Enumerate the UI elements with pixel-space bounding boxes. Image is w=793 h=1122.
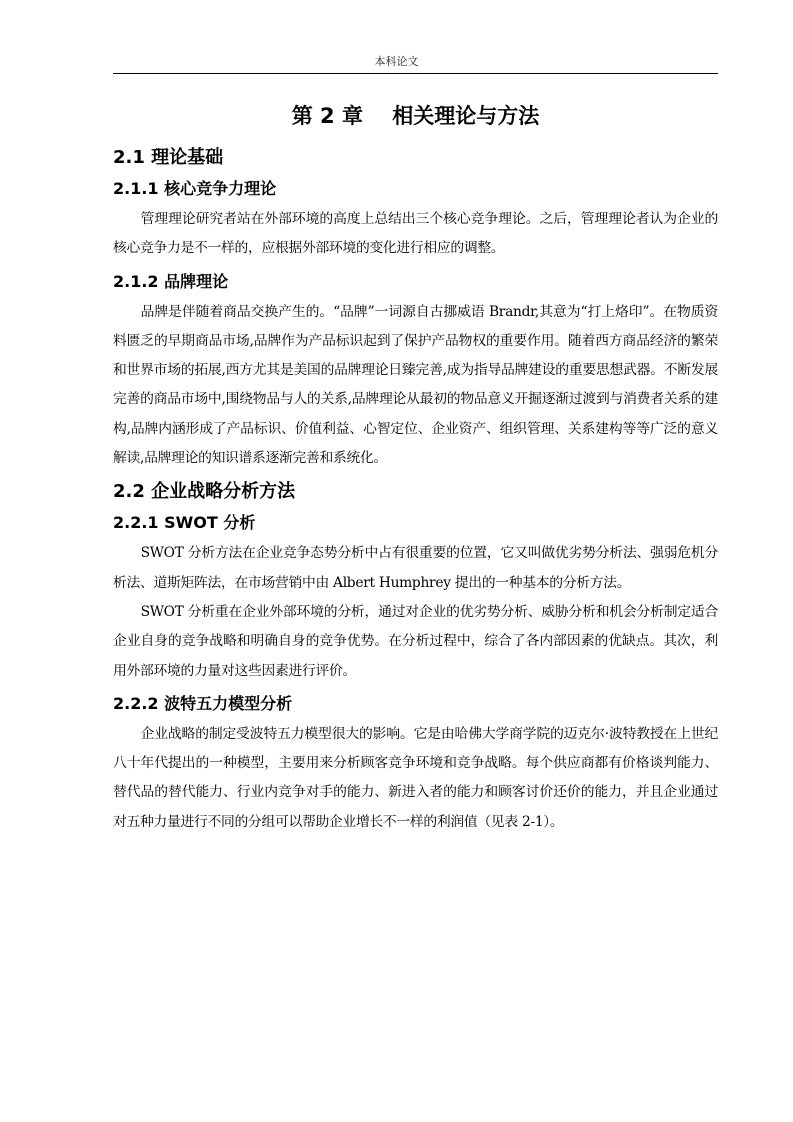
section-2-2-2-paragraph: 企业战略的制定受波特五力模型很大的影响。它是由哈佛大学商学院的迈克尔·波特教授在上世纪八十年代提出的一种模型，主要用来分析顾客竞争环境和竞争战略。每个供应商都有价格谈判能力、替代品的替代能力、行业内竞争对手的能力、新进入者的能力和顾客讨价还价的能力，并且企业通过对五种力量进行不同的分组可以帮助企业增长不一样的利润值（见表 2-1）。 bbox=[113, 725, 718, 830]
section-2-1-2-paragraph: 品牌是伴随着商品交换产生的。“品牌”一词源自古挪威语 Brandr,其意为“打上烙印”。在物质资料匮乏的早期商品市场,品牌作为产品标识起到了保护产品物权的重要作用。随着西方商品经济的繁荣和世界市场的拓展,西方尤其是美国的品牌理论日臻完善,成为指导品牌建设的重要思想武器。不断发展完善的商品市场中,围绕物品与人的关系,品牌理论从最初的物品意义开掘逐渐过渡到与消费者关系的建构,品牌内涵形成了产品标识、价值利益、心智定位、企业资产、组织管理、关系建构等等广泛的意义解读,品牌理论的知识谱系逐渐完善和系统化。 bbox=[113, 303, 718, 467]
section-2-2-1-paragraph-2: SWOT 分析重在企业外部环境的分析，通过对企业的优劣势分析、威胁分析和机会分析制定适合企业自身的竞争战略和明确自身的竞争优势。在分析过程中，综合了各内部因素的优缺点。其次，利用外部环境的力量对这些因素进行评价。 bbox=[113, 603, 718, 679]
section-2-1-2-heading: 2.1.2 品牌理论 bbox=[113, 271, 229, 291]
chapter-title: 第 2 章 相关理论与方法 bbox=[291, 104, 540, 128]
section-2-2-heading: 2.2 企业战略分析方法 bbox=[113, 481, 296, 503]
section-2-1-1-paragraph: 管理理论研究者站在外部环境的高度上总结出三个核心竞争理论。之后，管理理论者认为企业的核心竞争力是不一样的，应根据外部环境的变化进行相应的调整。 bbox=[113, 211, 718, 257]
header-rule bbox=[113, 73, 718, 74]
section-2-1-heading: 2.1 理论基础 bbox=[113, 147, 224, 168]
running-header: 本科论文 bbox=[374, 55, 419, 68]
section-2-1-1-heading: 2.1.1 核心竞争力理论 bbox=[113, 179, 277, 198]
section-2-2-2-heading: 2.2.2 波特五力模型分析 bbox=[113, 693, 293, 713]
section-2-2-1-paragraph-1: SWOT 分析方法在企业竞争态势分析中占有很重要的位置，它又叫做优劣势分析法、强弱危机分析法、道斯矩阵法，在市场营销中由 Albert Humphrey 提出的一种基本的分析方法。 bbox=[113, 545, 718, 591]
section-2-2-1-heading: 2.2.1 SWOT 分析 bbox=[113, 513, 256, 533]
page-content bbox=[113, 97, 718, 837]
